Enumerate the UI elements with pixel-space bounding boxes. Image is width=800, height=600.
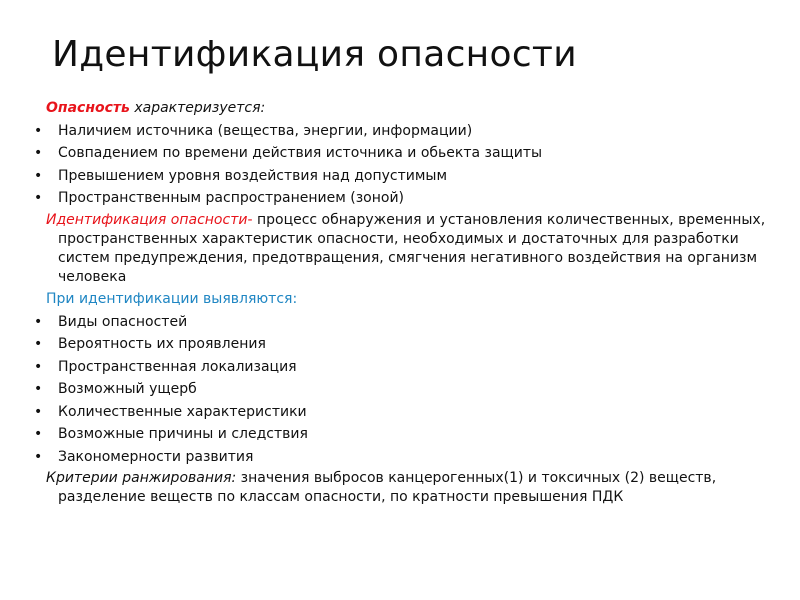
criteria-term: Критерии ранжирования:	[46, 470, 237, 486]
slide-title: Идентификация опасности	[52, 34, 577, 75]
bullet-icon: •	[34, 167, 43, 184]
list-item-text: Пространственная локализация	[58, 358, 297, 375]
bullet-icon: •	[34, 145, 43, 161]
list-item	[34, 312, 766, 332]
definition-paragraph	[46, 211, 766, 287]
list-item	[34, 166, 766, 186]
bullet-icon: •	[34, 358, 43, 375]
criteria-text: значения выбросов канцерогенных(1) и токсичных (2) веществ, разделение веществ по классам опасности, по кратности превышения ПДК	[58, 470, 717, 505]
bullet-icon: •	[34, 381, 43, 397]
intro-rest: характеризуется:	[129, 100, 266, 116]
bullet-icon: •	[34, 403, 43, 420]
definition-dash: -	[247, 211, 253, 228]
list-item	[34, 143, 766, 163]
list-item-text: Наличием источника (вещества, энергии, информации)	[58, 122, 473, 139]
list-item-text: Возможные причины и следствия	[58, 426, 308, 442]
bullet-icon: •	[34, 448, 43, 465]
slide-content	[34, 98, 766, 510]
list-item-text: Превышением уровня воздействия над допустимым	[58, 167, 448, 184]
list-item	[34, 334, 766, 354]
list-item	[34, 121, 766, 141]
definition-text: процесс обнаружения и установления количественных, временных, пространственных характеристик опасности, необходимых и достаточных для разработки систем предупреждения, предотвращения, смягчения негативного воздействия на организм человека	[58, 211, 766, 285]
definition-term: Идентификация опасности	[46, 211, 248, 228]
list-item	[34, 447, 766, 467]
intro-term: Опасность	[46, 100, 130, 116]
list-item-text: Закономерности развития	[58, 448, 254, 465]
list-item-text: Пространственным распространением (зоной)	[58, 190, 405, 206]
identify-heading: При идентификации выявляются:	[46, 291, 298, 307]
list-item	[34, 402, 766, 422]
list-item-text: Совпадением по времени действия источника и обьекта защиты	[58, 145, 543, 161]
list-item-text: Вероятность их проявления	[58, 336, 266, 352]
list-item-text: Возможный ущерб	[58, 381, 197, 397]
bullet-icon: •	[34, 426, 43, 442]
bullet-icon: •	[34, 313, 43, 330]
list-item	[34, 188, 766, 208]
bullet-icon: •	[34, 336, 43, 352]
criteria-paragraph	[46, 469, 766, 507]
list-item-text: Количественные характеристики	[58, 403, 307, 420]
list-item-text: Виды опасностей	[58, 313, 188, 330]
intro-line	[46, 98, 766, 118]
bullet-icon: •	[34, 122, 43, 139]
list-item	[34, 357, 766, 377]
list-item	[34, 379, 766, 399]
bullet-icon: •	[34, 190, 43, 206]
list-item	[34, 424, 766, 444]
